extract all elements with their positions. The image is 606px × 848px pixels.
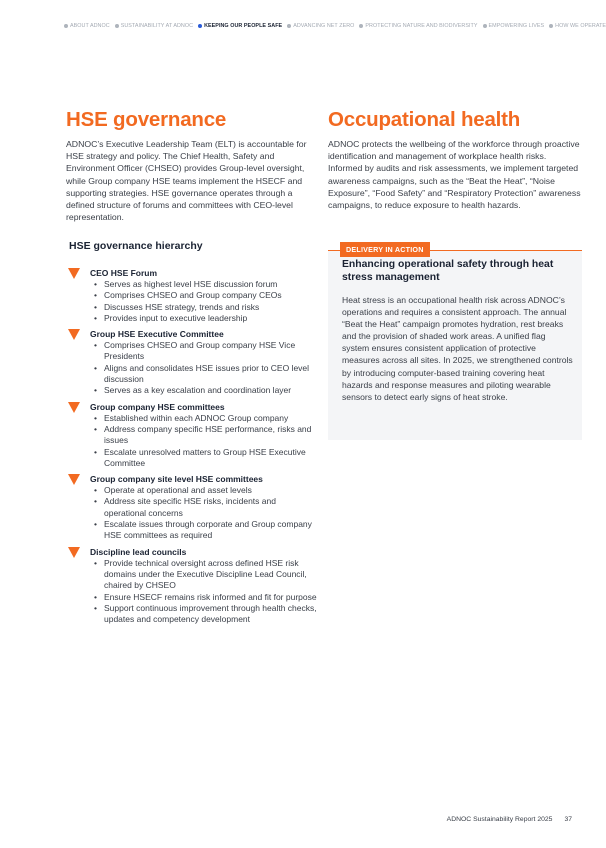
- hierarchy-level-ceo-forum: [68, 268, 318, 324]
- nav-dot-icon: [115, 24, 119, 28]
- report-name: ADNOC Sustainability Report 2025: [446, 816, 553, 823]
- hierarchy-level-company-committees: [68, 402, 318, 469]
- list-item: • Discusses HSE strategy, trends and risks: [94, 302, 318, 313]
- triangle-down-icon: [68, 268, 80, 279]
- list-item: • Comprises CHSEO and Group company CEOs: [94, 290, 318, 301]
- case-study-body: Heat stress is an occupational health risk across ADNOC’s operations and requires a consistent approach. The annual “Beat the Heat” campaign promotes hydration, rest breaks and the provision of shaded work areas. A unified flag system ensures consistent application of protective measures across all sites. In 2025, we strengthened controls by introducing computer-based training covering heat hazards and response measures and piloting wearable sensors to detect early signs of heat stroke.: [342, 295, 573, 402]
- nav-item-how-we-operate[interactable]: HOW WE OPERATE: [549, 23, 606, 29]
- hse-governance-heading: HSE governance: [66, 108, 227, 131]
- page-number: 37: [564, 816, 572, 823]
- nav-dot-icon: [549, 24, 553, 28]
- list-item: • Provides input to executive leadership: [94, 313, 318, 324]
- level-title: CEO HSE Forum: [90, 268, 158, 278]
- triangle-down-icon: [68, 329, 80, 340]
- nav-item-empowering-lives[interactable]: EMPOWERING LIVES: [483, 23, 545, 29]
- hierarchy-level-discipline-councils: [68, 547, 318, 626]
- occupational-health-heading: Occupational health: [328, 108, 521, 131]
- delivery-in-action-panel: [328, 238, 582, 440]
- case-study-box: [328, 251, 582, 440]
- hierarchy-level-site-committees: [68, 474, 318, 541]
- list-item: • Aligns and consolidates HSE issues prior to CEO level discussion: [94, 363, 318, 386]
- list-item: • Serves as a key escalation and coordination layer: [94, 385, 318, 396]
- triangle-down-icon: [68, 474, 80, 485]
- list-item: • Address company specific HSE performance, risks and issues: [94, 424, 318, 447]
- top-navigation: [64, 20, 606, 32]
- nav-dot-icon: [64, 24, 68, 28]
- nav-item-sustainability[interactable]: SUSTAINABILITY AT ADNOC: [115, 23, 193, 29]
- hse-governance-paragraph: ADNOC’s Executive Leadership Team (ELT) is accountable for HSE strategy and policy. The Chief Health, Safety and Environment Officer (CHSEO) provides Group-level oversight, while Group company HSE teams implement the HSECF and supporting strategies. HSE governance operates through a defined structure of forums and committees with CEO-level representation.: [66, 139, 307, 223]
- delivery-in-action-badge: DELIVERY IN ACTION: [340, 242, 430, 257]
- hierarchy-heading: HSE governance hierarchy: [69, 240, 203, 252]
- nav-item-net-zero[interactable]: ADVANCING NET ZERO: [287, 23, 354, 29]
- nav-item-keeping-people-safe[interactable]: KEEPING OUR PEOPLE SAFE: [198, 23, 282, 29]
- triangle-down-icon: [68, 402, 80, 413]
- list-item: • Support continuous improvement through health checks, updates and competency development: [94, 603, 318, 626]
- nav-dot-icon: [198, 24, 202, 28]
- list-item: • Ensure HSECF remains risk informed and fit for purpose: [94, 592, 318, 603]
- level-title: Group company HSE committees: [90, 401, 225, 412]
- nav-item-about-adnoc[interactable]: ABOUT ADNOC: [64, 23, 110, 29]
- level-title: Group company site level HSE committees: [90, 474, 263, 485]
- list-item: • Provide technical oversight across defined HSE risk domains under the Executive Discipline Lead Council, chaired by CHSEO: [94, 558, 318, 592]
- occupational-health-paragraph: ADNOC protects the wellbeing of the workforce through proactive identification and management of workplace health risks. Informed by audits and risk assessments, we implement targeted awareness campaigns, such as the “Beat the Heat”, “Noise Exposure”, “Food Safety” and “Respiratory Protection” awareness campaigns, to reduce exposure to health hazards.: [328, 139, 581, 211]
- hierarchy-level-exec-committee: [68, 329, 318, 396]
- governance-hierarchy-list: [68, 268, 318, 630]
- nav-dot-icon: [287, 24, 291, 28]
- list-item: • Serves as highest level HSE discussion forum: [94, 279, 318, 290]
- list-item: • Address site specific HSE risks, incidents and operational concerns: [94, 496, 318, 519]
- list-item: • Escalate unresolved matters to Group HSE Executive Committee: [94, 447, 318, 470]
- list-item: • Established within each ADNOC Group company: [94, 413, 318, 424]
- nav-dot-icon: [359, 24, 363, 28]
- page-footer: [447, 816, 572, 823]
- list-item: • Comprises CHSEO and Group company HSE Vice Presidents: [94, 340, 318, 363]
- level-title: Group HSE Executive Committee: [90, 329, 224, 340]
- triangle-down-icon: [68, 547, 80, 558]
- case-study-title: Enhancing operational safety through heat stress management: [342, 259, 554, 283]
- nav-item-nature-biodiversity[interactable]: PROTECTING NATURE AND BIODIVERSITY: [359, 23, 477, 29]
- nav-dot-icon: [483, 24, 487, 28]
- level-title: Discipline lead councils: [90, 546, 187, 557]
- list-item: • Operate at operational and asset levels: [94, 485, 318, 496]
- list-item: • Escalate issues through corporate and Group company HSE committees as required: [94, 519, 318, 542]
